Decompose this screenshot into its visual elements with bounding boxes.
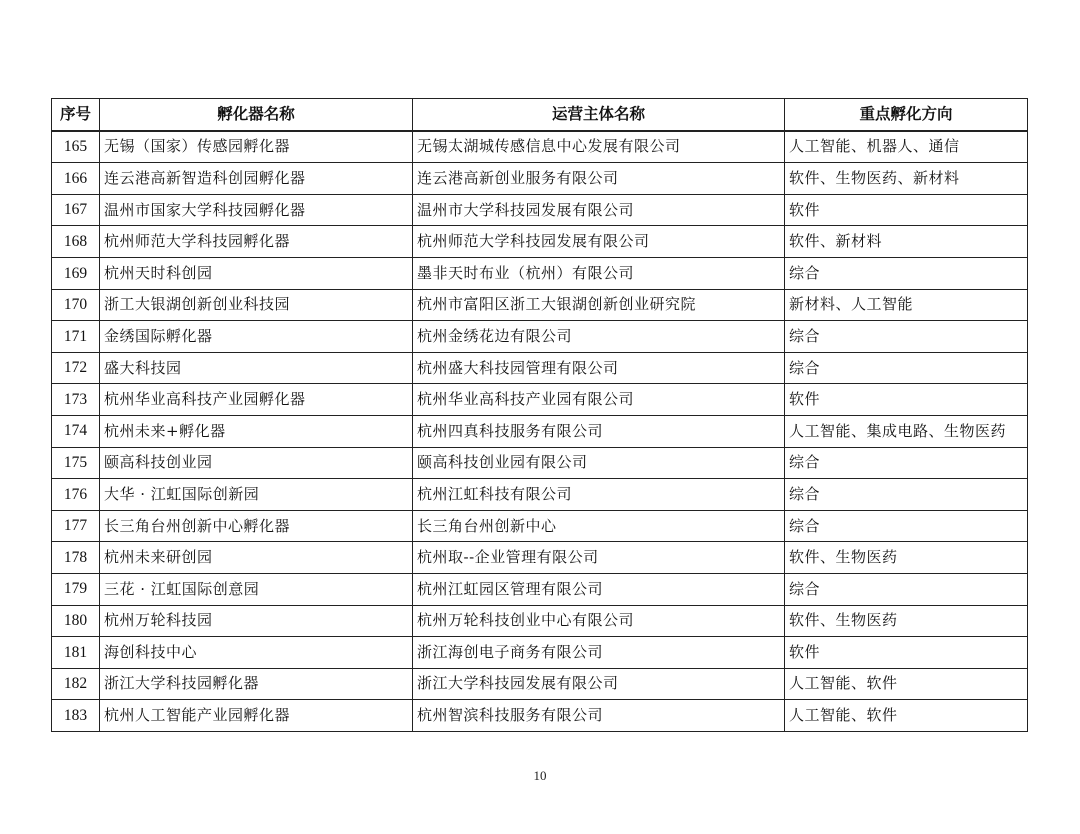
operator-name: 浙江海创电子商务有限公司 <box>413 637 785 669</box>
table-row <box>52 163 1028 195</box>
operator-name: 杭州四真科技服务有限公司 <box>413 415 785 447</box>
row-number: 174 <box>52 415 100 447</box>
operator-name: 杭州江虹科技有限公司 <box>413 479 785 511</box>
operator-name: 杭州万轮科技创业中心有限公司 <box>413 605 785 637</box>
page-number: 10 <box>533 768 547 783</box>
focus-direction: 软件、新材料 <box>785 226 1028 258</box>
incubator-name: 金绣国际孵化器 <box>100 321 413 353</box>
table-body <box>52 131 1028 732</box>
focus-direction: 软件、生物医药 <box>785 542 1028 574</box>
table-row <box>52 542 1028 574</box>
table-row <box>52 605 1028 637</box>
table-row <box>52 226 1028 258</box>
focus-direction: 人工智能、机器人、通信 <box>785 131 1028 163</box>
operator-name: 温州市大学科技园发展有限公司 <box>413 194 785 226</box>
operator-name: 杭州市富阳区浙工大银湖创新创业研究院 <box>413 289 785 321</box>
table-header <box>52 99 1028 131</box>
row-number: 182 <box>52 668 100 700</box>
table-row <box>52 321 1028 353</box>
operator-name: 杭州取--企业管理有限公司 <box>413 542 785 574</box>
row-number: 171 <box>52 321 100 353</box>
incubator-name: 杭州华业高科技产业园孵化器 <box>100 384 413 416</box>
focus-direction: 新材料、人工智能 <box>785 289 1028 321</box>
table-row <box>52 447 1028 479</box>
incubator-name: 连云港高新智造科创园孵化器 <box>100 163 413 195</box>
row-number: 169 <box>52 257 100 289</box>
incubator-name: 杭州万轮科技园 <box>100 605 413 637</box>
operator-name: 长三角台州创新中心 <box>413 510 785 542</box>
incubator-name: 盛大科技园 <box>100 352 413 384</box>
row-number: 175 <box>52 447 100 479</box>
focus-direction: 综合 <box>785 447 1028 479</box>
incubator-name: 杭州师范大学科技园孵化器 <box>100 226 413 258</box>
row-number: 176 <box>52 479 100 511</box>
incubator-name: 海创科技中心 <box>100 637 413 669</box>
table-row <box>52 510 1028 542</box>
incubator-name: 温州市国家大学科技园孵化器 <box>100 194 413 226</box>
incubator-name: 杭州天时科创园 <box>100 257 413 289</box>
row-number: 170 <box>52 289 100 321</box>
focus-direction: 人工智能、软件 <box>785 668 1028 700</box>
incubator-name: 杭州未来+孵化器 <box>100 415 413 447</box>
operator-name: 无锡太湖城传感信息中心发展有限公司 <box>413 131 785 163</box>
operator-name: 浙江大学科技园发展有限公司 <box>413 668 785 700</box>
table-row <box>52 668 1028 700</box>
operator-name: 连云港高新创业服务有限公司 <box>413 163 785 195</box>
table-row <box>52 637 1028 669</box>
focus-direction: 综合 <box>785 257 1028 289</box>
row-number: 165 <box>52 131 100 163</box>
header-focus-direction: 重点孵化方向 <box>785 99 1028 131</box>
table-row <box>52 257 1028 289</box>
incubator-name: 颐高科技创业园 <box>100 447 413 479</box>
focus-direction: 人工智能、集成电路、生物医药 <box>785 415 1028 447</box>
operator-name: 杭州师范大学科技园发展有限公司 <box>413 226 785 258</box>
table-row <box>52 415 1028 447</box>
incubator-table <box>51 98 1028 732</box>
incubator-name: 杭州人工智能产业园孵化器 <box>100 700 413 732</box>
operator-name: 杭州智滨科技服务有限公司 <box>413 700 785 732</box>
row-number: 178 <box>52 542 100 574</box>
focus-direction: 软件 <box>785 637 1028 669</box>
table-row <box>52 700 1028 732</box>
row-number: 179 <box>52 573 100 605</box>
focus-direction: 软件 <box>785 194 1028 226</box>
table-row <box>52 289 1028 321</box>
row-number: 167 <box>52 194 100 226</box>
incubator-name: 大华 · 江虹国际创新园 <box>100 479 413 511</box>
operator-name: 杭州华业高科技产业园有限公司 <box>413 384 785 416</box>
row-number: 166 <box>52 163 100 195</box>
focus-direction: 软件 <box>785 384 1028 416</box>
header-incubator-name: 孵化器名称 <box>100 99 413 131</box>
incubator-name: 三花 · 江虹国际创意园 <box>100 573 413 605</box>
table-row <box>52 131 1028 163</box>
incubator-name: 浙江大学科技园孵化器 <box>100 668 413 700</box>
header-operator-name: 运营主体名称 <box>413 99 785 131</box>
row-number: 172 <box>52 352 100 384</box>
header-row <box>52 99 1028 131</box>
row-number: 173 <box>52 384 100 416</box>
table-row <box>52 573 1028 605</box>
operator-name: 杭州金绣花边有限公司 <box>413 321 785 353</box>
focus-direction: 综合 <box>785 510 1028 542</box>
incubator-name: 杭州未来研创园 <box>100 542 413 574</box>
operator-name: 杭州盛大科技园管理有限公司 <box>413 352 785 384</box>
row-number: 183 <box>52 700 100 732</box>
header-no: 序号 <box>52 99 100 131</box>
table-row <box>52 479 1028 511</box>
focus-direction: 软件、生物医药 <box>785 605 1028 637</box>
focus-direction: 综合 <box>785 479 1028 511</box>
row-number: 168 <box>52 226 100 258</box>
focus-direction: 软件、生物医药、新材料 <box>785 163 1028 195</box>
row-number: 181 <box>52 637 100 669</box>
focus-direction: 人工智能、软件 <box>785 700 1028 732</box>
operator-name: 墨非天时布业（杭州）有限公司 <box>413 257 785 289</box>
focus-direction: 综合 <box>785 352 1028 384</box>
focus-direction: 综合 <box>785 573 1028 605</box>
incubator-name: 无锡（国家）传感园孵化器 <box>100 131 413 163</box>
operator-name: 颐高科技创业园有限公司 <box>413 447 785 479</box>
operator-name: 杭州江虹园区管理有限公司 <box>413 573 785 605</box>
row-number: 177 <box>52 510 100 542</box>
table-row <box>52 352 1028 384</box>
table-row <box>52 384 1028 416</box>
incubator-name: 长三角台州创新中心孵化器 <box>100 510 413 542</box>
incubator-name: 浙工大银湖创新创业科技园 <box>100 289 413 321</box>
table-row <box>52 194 1028 226</box>
row-number: 180 <box>52 605 100 637</box>
focus-direction: 综合 <box>785 321 1028 353</box>
